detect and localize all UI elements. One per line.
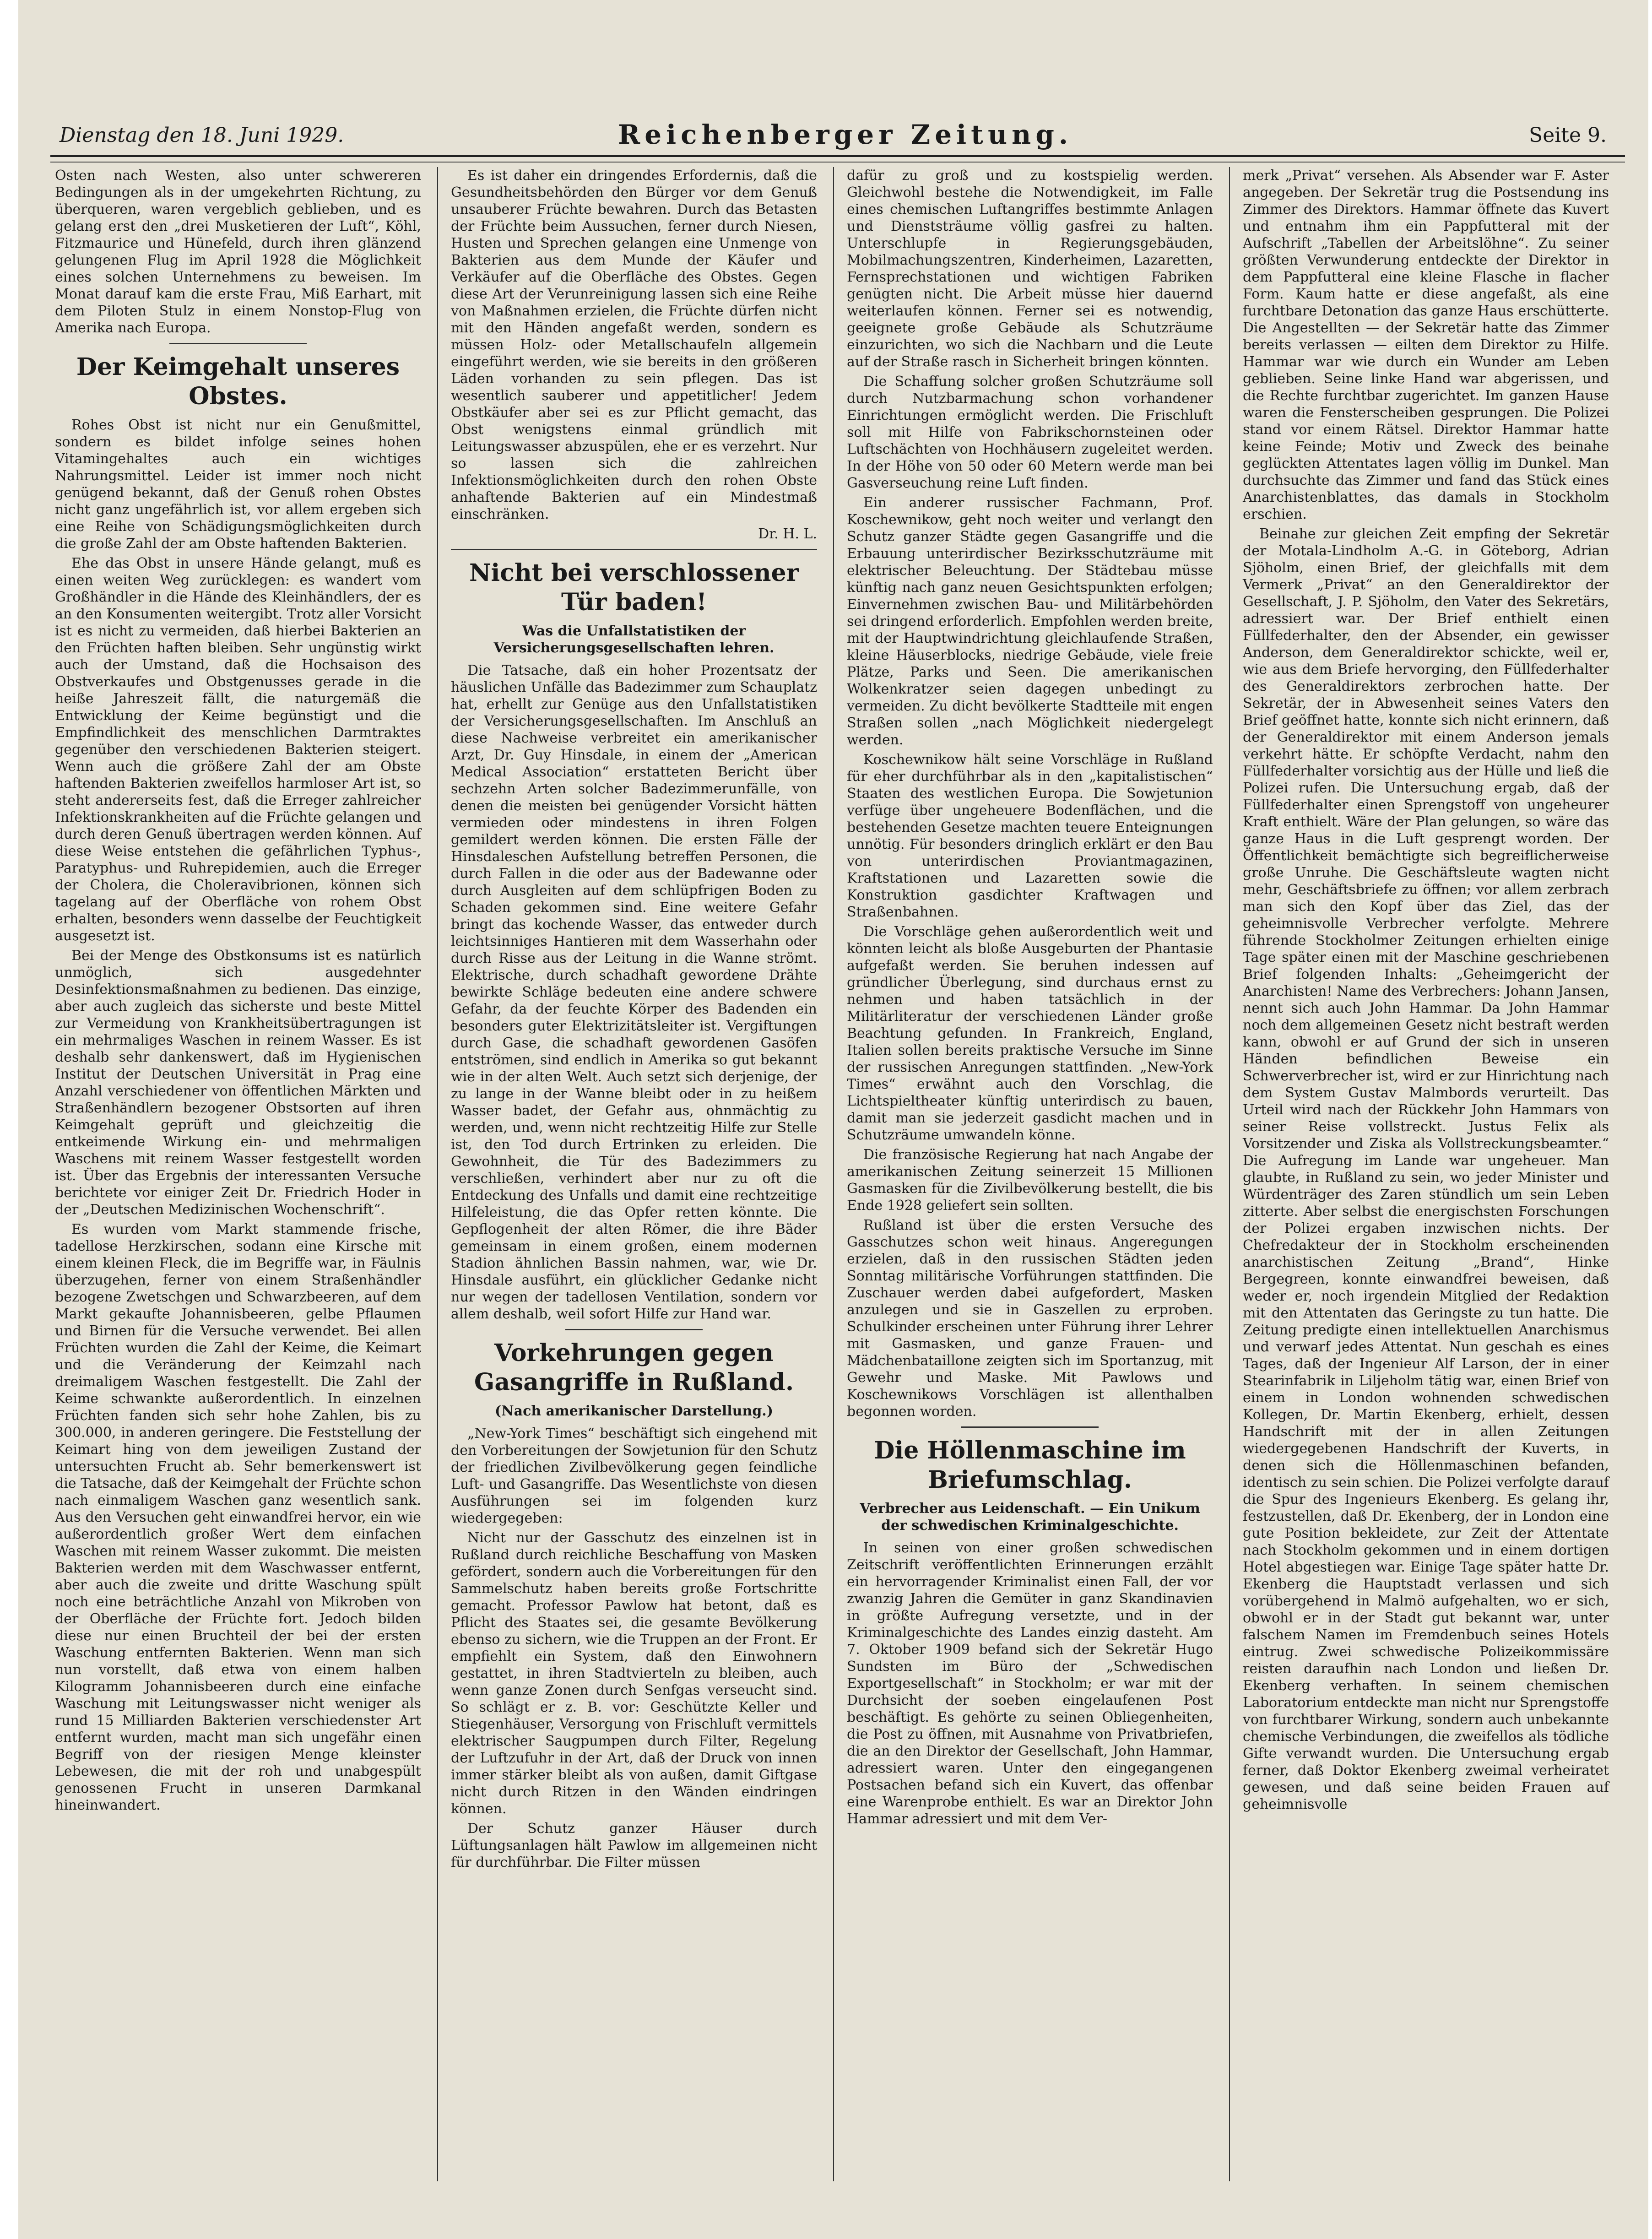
paragraph: Bei der Menge des Obstkonsums ist es natürlich unmöglich, sich ausgedehnter Desinfektionsmaßnahmen zu bedienen. Das einzige, aber auch zugleich das sicherste und beste Mittel zur Vermeidung von Krankheitsübertragungen ist ein mehrmaliges Waschen in reinem Wasser. Es ist deshalb sehr dankenswert, daß im Hygienischen Institut der Deutschen Universität in Prag eine Anzahl verschiedener von öffentlichen Märkten und Straßenhändlern bezogener Obstsorten auf ihren Keimgehalt geprüft und gleichzeitig die entkeimende Wirkung ein- und mehrmaligen Waschens mit reinem Wasser festgestellt worden ist. Über das Ergebnis der interessanten Versuche berichtete vor einiger Zeit Dr. Friedrich Hoder in der „Deutschen Medizinischen Wochenschrift“. [55,948,421,1218]
article-subheading-bath: Was die Unfallstatistiken der Versicherungsgesellschaften lehren. [493,623,775,656]
article-continuation: Osten nach Westen, also unter schwereren Bedingungen als in der umgekehrten Richtung, zu überqueren, waren vergeblich geblieben, und es gelang erst den „drei Musketieren der Luft“, Köhl, Fitzmaurice und Hünefeld, durch ihren glänzend gelungenen Flug im April 1928 die Möglichkeit eines solchen Unternehmens zu beweisen. Im Monat darauf kam die erste Frau, Miß Earhart, mit dem Piloten Stulz in einem Nonstop-Flug von Amerika nach Europa. [55,168,421,336]
separator [565,1329,703,1330]
paragraph: Rohes Obst ist nicht nur ein Genußmittel, sondern es bildet infolge seines hohen Vitamingehaltes auch ein wichtiges Nahrungsmittel. Leider ist immer noch nicht genügend bekannt, daß der Genuß rohen Obstes nicht ganz ungefährlich ist, vor allem ergeben sich eine Reihe von Schädigungsmöglichkeiten durch die große Zahl der am Obste haftenden Bakterien. [55,417,421,552]
separator [961,1426,1099,1428]
paragraph: Ein anderer russischer Fachmann, Prof. Koschewnikow, geht noch weiter und verlangt den Schutz ganzer Städte gegen Gasangriffe und die Erbauung unterirdischer Bezirksschutzräume mit elektrischer Beleuchtung. Der Städtebau müsse künftig nach ganz neuen Gesichtspunkten erfolgen; Einvernehmen zwischen Bau- und Militärbehörden sei dringend erforderlich. Empfohlen werden breite, mit der Hauptwindrichtung gleichlaufende Straßen, kleine Häuserblocks, niedrige Gebäude, viele freie Plätze, Parks und Seen. Die amerikanischen Wolkenkratzer seien dagegen unbedingt zu vermeiden. Zu dicht bevölkerte Stadtteile mit engen Straßen sollen „nach Möglichkeit niedergelegt werden. [847,495,1213,748]
paragraph: Ehe das Obst in unsere Hände gelangt, muß es einen weiten Weg zurücklegen: es wandert vom Großhändler in die Hände des Kleinhändlers, der es an den Konsumenten weitergibt. Trotz aller Vorsicht ist es nicht zu vermeiden, daß hierbei Bakterien an den Früchten haften bleiben. Sehr ungünstig wirkt auch der Umstand, daß die Hochsaison des Obstverkaufes und Obstgenusses gerade in die heiße Jahreszeit fällt, die naturgemäß die Entwicklung der Keime begünstigt und die Empfindlichkeit des menschlichen Darmtraktes gegenüber den verschiedenen Bakterien steigert. Wenn auch die größere Zahl der am Obste haftenden Bakterien zweifellos harmloser Art ist, so steht andererseits fest, daß die Erreger zahlreicher Infektionskrankheiten auf die Früchte gelangen und durch deren Genuß übertragen werden können. Auf diese Weise entstehen die gefährlichen Typhus-, Paratyphus- und Ruhrepidemien, auch die Erreger der Cholera, die Choleravibrionen, können sich tagelang auf der Oberfläche von rohem Obst erhalten, besonders wenn dasselbe der Feuchtigkeit ausgesetzt ist. [55,555,421,944]
header-date: Dienstag den 18. Juni 1929. [60,124,344,147]
paragraph: In seinen von einer großen schwedischen Zeitschrift veröffentlichten Erinnerungen erzählt ein hervorragender Kriminalist einen Fall, der vor zwanzig Jahren die Gemüter in ganz Skandinavien in größte Aufregung versetzte, und in der Kriminalgeschichte des Landes einzig dasteht. Am 7. Oktober 1909 befand sich der Sekretär Hugo Sundsten im Büro der „Schwedischen Exportgesellschaft“ in Stockholm; er war mit der Durchsicht der soeben eingelaufenen Post beschäftigt. Es gehörte zu seinen Obliegenheiten, die Post zu öffnen, mit Ausnahme von Privatbriefen, die an den Direktor der Gesellschaft, John Hammar, adressiert waren. Unter den eingegangenen Postsachen befand sich ein Kuvert, das offenbar eine Warenprobe enthielt. Es war an Direktor John Hammar adressiert und mit dem Ver- [847,1540,1213,1827]
paragraph: Rußland ist über die ersten Versuche des Gasschutzes schon weit hinaus. Angeregungen erzielen, daß in den russischen Städten jeden Sonntag militärische Vorführungen stattfinden. Die Zuschauer werden dabei aufgefordert, Masken anzulegen und sie in Gaszellen zu erproben. Schulkinder erscheinen unter Führung ihrer Lehrer mit Gasmasken, und ganze Frauen- und Mädchenbataillone zeigten sich im Sportanzug, mit Gewehr und Maske. Mit Pawlows und Koschewnikows Vorschlägen ist allenthalben begonnen worden. [847,1217,1213,1420]
column-2 [451,167,817,1874]
article-heading-gas: Vorkehrungen gegen Gasangriffe in Rußland. [474,1339,794,1396]
paragraph: Die Vorschläge gehen außerordentlich weit und könnten leicht als bloße Ausgeburten der Phantasie aufgefaßt werden. Sie beruhen indessen auf gründlicher Überlegung, sind durchaus ernst zu nehmen und haben tatsächlich in der Militärliteratur der verschiedenen Länder große Beachtung gefunden. In Frankreich, England, Italien sollen bereits praktische Versuche im Sinne der russischen Anregungen stattfinden. „New-York Times“ erwähnt auch den Vorschlag, die Lichtspieltheater künftig unterirdisch zu bauen, damit man sie jederzeit gasdicht machen und in Schutzräume umwandeln könne. [847,924,1213,1143]
scan-margin-right [1648,0,1652,2239]
column-rule [1229,167,1230,2181]
paragraph: Die Tatsache, daß ein hoher Prozentsatz der häuslichen Unfälle das Badezimmer zum Schauplatz hat, erhellt zur Genüge aus den Unfallstatistiken der Versicherungsgesellschaften. Im Anschluß an diese Nachweise verbreitet ein amerikanischer Arzt, Dr. Guy Hinsdale, in einem der „American Medical Association“ erstatteten Bericht über sechzehn Arten solcher Badezimmerunfälle, von denen die meisten bei genügender Vorsicht hätten vermieden oder mindestens in ihren Folgen gemildert werden können. Die ersten Fälle der Hinsdaleschen Aufstellung betreffen Personen, die durch Fallen in die oder aus der Badewanne oder durch Ausgleiten auf dem schlüpfrigen Boden zu Schaden gekommen sind. Eine weitere Gefahr bringt das kochende Wasser, das entweder durch leichtsinniges Hantieren mit dem Wasserhahn oder durch Risse aus der Leitung in die Wanne strömt. Elektrische, durch schadhaft gewordene Drähte bewirkte Schläge bedeuten eine andere schwere Gefahr, da der feuchte Körper des Badenden ein besonders guter Elektrizitätsleiter ist. Vergiftungen durch Gase, die schadhaft gewordenen Gasöfen entströmen, sind endlich in Amerika so gut bekannt wie in der alten Welt. Auch setzt sich derjenige, der zu lange in der Wanne bleibt oder in zu heißem Wasser badet, der Gefahr aus, ohnmächtig zu werden, und, wenn nicht rechtzeitig Hilfe zur Stelle ist, den Tod durch Ertrinken zu erleiden. Die Gewohnheit, die Tür des Badezimmers zu verschließen, verhindert aber nur zu oft die Entdeckung des Unfalls und damit eine rechtzeitige Hilfeleistung, die das Opfer retten könnte. Die Gepflogenheit der alten Römer, die ihre Bäder gemeinsam in einem großen, einem modernen Stadion ähnlichen Bassin nahmen, war, wie Dr. Hinsdale ausführt, ein glücklicher Gedanke nicht nur wegen der tadellosen Ventilation, sondern vor allem deshalb, weil sofort Hilfe zur Hand war. [451,662,817,1322]
scan-margin-left [0,0,18,2239]
paragraph: Koschewnikow hält seine Vorschläge in Rußland für eher durchführbar als in den „kapitalistischen“ Staaten des westlichen Europa. Die Sowjetunion verfüge über ungeheuere Bodenflächen, und die bestehenden Gesetze machten teuere Enteignungen unnötig. Für besonders dringlich erklärt er den Bau von unterirdischen Proviantmagazinen, Kraftstationen und Lazaretten sowie die Konstruktion gasdichter Kraftwagen und Straßenbahnen. [847,752,1213,920]
article-subheading-gas: (Nach amerikanischer Darstellung.) [495,1403,773,1419]
article-subheading-bomb: Verbrecher aus Leidenschaft. — Ein Unikum der schwedischen Kriminalgeschichte. [860,1501,1200,1534]
separator [451,549,817,550]
newspaper-page [41,114,1634,2202]
paragraph: Beinahe zur gleichen Zeit empfing der Sekretär der Motala-Lindholm A.-G. in Göteborg, Adrian Sjöholm, einen Brief, der gleichfalls mit dem Vermerk „Privat“ an den Generaldirektor der Gesellschaft, J. P. Sjöholm, den Vater des Sekretärs, adressiert war. Der Brief enthielt einen Füllfederhalter, den der Absender, ein gewisser Anderson, dem Generaldirektor schickte, weil er, wie aus dem Briefe hervorging, den Füllfederhalter des Generaldirektors zerbrochen hatte. Der Sekretär, der in Abwesenheit seines Vaters den Brief geöffnet hatte, konnte sich nicht erinnern, daß der Generaldirektor mit einem Anderson jemals verkehrt hätte. Er schöpfte Verdacht, nahm den Füllfederhalter vorsichtig aus der Hülle und ließ die Polizei rufen. Die Untersuchung ergab, daß der Füllfederhalter einen Sprengstoff von ungeheurer Kraft enthielt. Wäre der Plan gelungen, so wäre das ganze Haus in die Luft gesprengt worden. Der Öffentlichkeit bemächtigte sich begreiflicherweise große Unruhe. Die Geschäftsleute wagten nicht mehr, Geschäftsbriefe zu öffnen; vor allem zerbrach man sich den Kopf über das Ziel, das der geheimnisvolle Verbrecher verfolgte. Mehrere führende Stockholmer Zeitungen erhielten einige Tage später einen mit der Maschine geschriebenen Brief folgenden Inhalts: „Geheimgericht der Anarchisten! Name des Verbrechers: Johann Jansen, nennt sich auch John Hammar. Da John Hammar noch dem allgemeinen Gesetz nicht bestraft werden kann, obwohl er auf Grund der sich in unseren Händen befindlichen Beweise ein Schwerverbrecher ist, wird er zur Hinrichtung nach dem System Gustav Malmbords verurteilt. Das Urteil wird nach der Rückkehr John Hammars von seiner Reise vollstreckt. Justus Felix als Vorsitzender und Ziska als Vollstreckungsbeamter.“ Die Aufregung im Lande war ungeheuer. Man glaubte, in Rußland zu sein, wo jeder Minister und Würdenträger des Zaren stündlich um sein Leben zitterte. Aber selbst die energischsten Forschungen der Polizei ergaben inzwischen nichts. Der Chefredakteur der in Stockholm erscheinenden anarchistischen Zeitung „Brand“, Hinke Bergegreen, konnte einwandfrei beweisen, daß weder er, noch irgendein Mitglied der Redaktion mit den Attentaten das Geringste zu tun hatte. Die Zeitung predigte einen intellektuellen Anarchismus und verwarf jedes Attentat. Nun geschah es eines Tages, daß der Ingenieur Alf Larson, der in einer Stearinfabrik in Liljeholm tätig war, einen Brief von einem in London wohnenden schwedischen Kollegen, Dr. Martin Ekenberg, erhielt, dessen Handschrift mit der in allen Zeitungen wiedergegebenen Handschrift der Kuverts, in denen sich die Höllenmaschinen befanden, identisch zu sein schien. Die Polizei verfolgte darauf die Spur des Ingenieurs Ekenberg. Es gelang ihr, festzustellen, daß Dr. Ekenberg, der in London eine gute Position bekleidete, zur Zeit der Attentate nach Stockholm gekommen und in einem dortigen Hotel abgestiegen war. Einige Tage später hatte Dr. Ekenberg die Hauptstadt verlassen und sich vorübergehend in Malmö aufgehalten, wo er sich, obwohl er in der Stadt gut bekannt war, unter falschem Namen im Fremdenbuch seines Hotels eintrug. Zwei schwedische Polizeikommissäre reisten daraufhin nach London und ließen Dr. Ekenberg verhaften. In seinem chemischen Laboratorium entdeckte man nicht nur Sprengstoffe von furchtbarer Wirkung, sondern auch unbekannte chemische Verbindungen, die zweifellos als tödliche Gifte verwandt wurden. Die Untersuchung ergab ferner, daß Doktor Ekenberg zweimal verheiratet gewesen, und daß seine beiden Frauen auf geheimnisvolle [1243,526,1609,1812]
paragraph: Die französische Regierung hat nach Angabe der amerikanischen Zeitung seinerzeit 15 Millionen Gasmasken für die Zivilbevölkerung bestellt, die bis Ende 1928 geliefert sein sollten. [847,1147,1213,1214]
column-3 [847,167,1213,1830]
separator [169,343,307,344]
paragraph: Nicht nur der Gasschutz des einzelnen ist in Rußland durch reichliche Beschaffung von Masken gefördert, sondern auch die Vorbereitungen für den Sammelschutz haben bereits große Fortschritte gemacht. Professor Pawlow hat betont, daß es Pflicht des Staates sei, die gesamte Bevölkerung ebenso zu sichern, wie die Truppen an der Front. Er empfiehlt ein System, daß den Einwohnern gestattet, in ihren Stadtvierteln zu bleiben, auch wenn ganze Zonen durch Senfgas verseucht sind. So schlägt er z. B. vor: Geschützte Keller und Stiegenhäuser, Versorgung von Frischluft vermittels elektrischer Saugpumpen durch Filter, Regelung der Luftzufuhr in der Art, daß der Druck von innen immer stärker bleibt als von außen, damit Giftgase nicht durch Ritzen in den Wänden eindringen können. [451,1530,817,1817]
paragraph: Die Schaffung solcher großen Schutzräume soll durch Nutzbarmachung schon vorhandener Einrichtungen ermöglicht werden. Die Frischluft soll mit Hilfe von Fabrikschornsteinen oder Luftschächten von Hochhäusern zugeleitet werden. In der Höhe von 50 oder 60 Metern werde man bei Gasverseuchung reine Luft finden. [847,374,1213,491]
paragraph: Der Schutz ganzer Häuser durch Lüftungsanlagen hält Pawlow im allgemeinen nicht für durchführbar. Die Filter müssen [451,1821,817,1870]
page-number: Seite 9. [1529,124,1607,147]
page-header [41,114,1634,156]
newspaper-title: Reichenberger Zeitung. [618,119,1073,150]
article-heading-fruit: Der Keimgehalt unseres Obstes. [76,353,400,410]
paragraph: merk „Privat“ versehen. Als Absender war F. Aster angegeben. Der Sekretär trug die Postsendung ins Zimmer des Direktors. Hammar öffnete das Kuvert und entnahm ihm ein Pappfutteral mit der Aufschrift „Tabellen der Arbeitslöhne“. Zu seiner größten Verwunderung entdeckte der Direktor in dem Pappfutteral eine kleine Flasche in flacher Form. Kaum hatte er diese angefaßt, als eine furchtbare Detonation das ganze Haus erschütterte. Die Angestellten — der Sekretär hatte das Zimmer bereits verlassen — eilten dem Direktor zu Hilfe. Hammar war wie durch ein Wunder am Leben geblieben. Seine linke Hand war abgerissen, und die Rechte furchtbar zugerichtet. Im ganzen Hause waren die Fensterscheiben gesprungen. Die Polizei stand vor einem Rätsel. Direktor Hammar hatte keine Feinde; Motiv und Zweck des beinahe geglückten Attentates lagen völlig im Dunkel. Man durchsuchte das Zimmer und fand das Stück eines Anarchistenblattes, das damals in Stockholm erschien. [1243,168,1609,522]
column-1 [55,167,421,1816]
author-signature: Dr. H. L. [758,526,817,542]
column-rule [437,167,438,2181]
article-heading-bath: Nicht bei verschlossener Tür baden! [469,559,799,616]
header-rule [50,155,1625,163]
paragraph: „New-York Times“ beschäftigt sich eingehend mit den Vorbereitungen der Sowjetunion für den Schutz der friedlichen Zivilbevölkerung gegen feindliche Luft- und Gasangriffe. Das Wesentlichste von diesen Ausführungen sei im folgenden kurz wiedergegeben: [451,1426,817,1526]
paragraph: Es wurden vom Markt stammende frische, tadellose Herzkirschen, sodann eine Kirsche mit einem kleinen Fleck, die im Begriffe war, in Fäulnis überzugehen, ferner von einem Straßenhändler bezogene Zwetschgen und Schwarzbeeren, auf dem Markt gekaufte Johannisbeeren, gelbe Pflaumen und Birnen für die Versuche verwendet. Bei allen Früchten wurden die Zahl der Keime, die Keimart und die Veränderung der Keimzahl nach dreimaligem Waschen festgestellt. Die Zahl der Keime schwankte außerordentlich. In einzelnen Früchten fanden sich sehr hohe Zahlen, bis zu 300.000, in anderen geringere. Die Feststellung der Keimart hing von dem jeweiligen Zustand der untersuchten Frucht ab. Sehr bemerkenswert ist die Tatsache, daß der Keimgehalt der Früchte schon nach einmaligem Waschen ganz wesentlich sank. Aus den Versuchen geht einwandfrei hervor, ein wie außerordentlich großer Wert dem einfachen Waschen mit reinem Wasser zukommt. Die meisten Bakterien werden mit dem Waschwasser entfernt, aber auch die zweite und dritte Waschung spült noch eine beträchtliche Anzahl von Mikroben von der Oberfläche der Früchte fort. Jedoch bilden diese nur einen Bruchteil der bei der ersten Waschung entfernten Bakterien. Wenn man sich nun vorstellt, daß etwa von einem halben Kilogramm Johannisbeeren durch eine einfache Waschung mit Leitungswasser nicht weniger als rund 15 Milliarden Bakterien verschiedenster Art entfernt wurden, macht man sich ungefähr einen Begriff von der riesigen Menge kleinster Lebewesen, die mit der roh und unabgespült genossenen Frucht in unseren Darmkanal hineinwandert. [55,1221,421,1813]
paragraph: Es ist daher ein dringendes Erfordernis, daß die Gesundheitsbehörden den Bürger vor dem Genuß unsauberer Früchte bewahren. Durch das Betasten der Früchte beim Aussuchen, ferner durch Niesen, Husten und Sprechen gelangen eine Unmenge von Bakterien aus dem Munde der Käufer und Verkäufer auf die Oberfläche des Obstes. Gegen diese Art der Verunreinigung lassen sich eine Reihe von Maßnahmen erzielen, die Früchte dürfen nicht mit den Händen angefaßt werden, sondern es müssen Holz- oder Metallschaufeln allgemein eingeführt werden, wie sie bereits in den größeren Läden vorhanden zu sein pflegen. Das ist wesentlich sauberer und appetitlicher! Jedem Obstkäufer aber sei es zur Pflicht gemacht, das Obst wenigstens einmal gründlich mit Leitungswasser abzuspülen, ehe er es verzehrt. Nur so lassen sich die zahlreichen Infektionsmöglichkeiten durch den rohen Obste anhaftende Bakterien auf ein Mindestmaß einschränken. [451,168,817,522]
column-rule [833,167,834,2181]
paragraph: dafür zu groß und zu kostspielig werden. Gleichwohl bestehe die Notwendigkeit, im Falle eines chemischen Luftangriffes bestimmte Anlagen und Dienststräume völlig gasfrei zu halten. Unterschlupfe in Regierungsgebäuden, Mobilmachungszentren, Kinderheimen, Lazaretten, Fernsprechstationen und wichtigen Fabriken genügten nicht. Die Arbeit müsse hier dauernd weiterlaufen können. Ferner sei es notwendig, geeignete große Gebäude als Schutzräume einzurichten, wo sich die Nachbarn und die Leute auf der Straße rasch in Sicherheit bringen könnten. [847,168,1213,370]
column-4 [1243,167,1609,1816]
article-heading-bomb: Die Höllenmaschine im Briefumschlag. [874,1437,1186,1494]
